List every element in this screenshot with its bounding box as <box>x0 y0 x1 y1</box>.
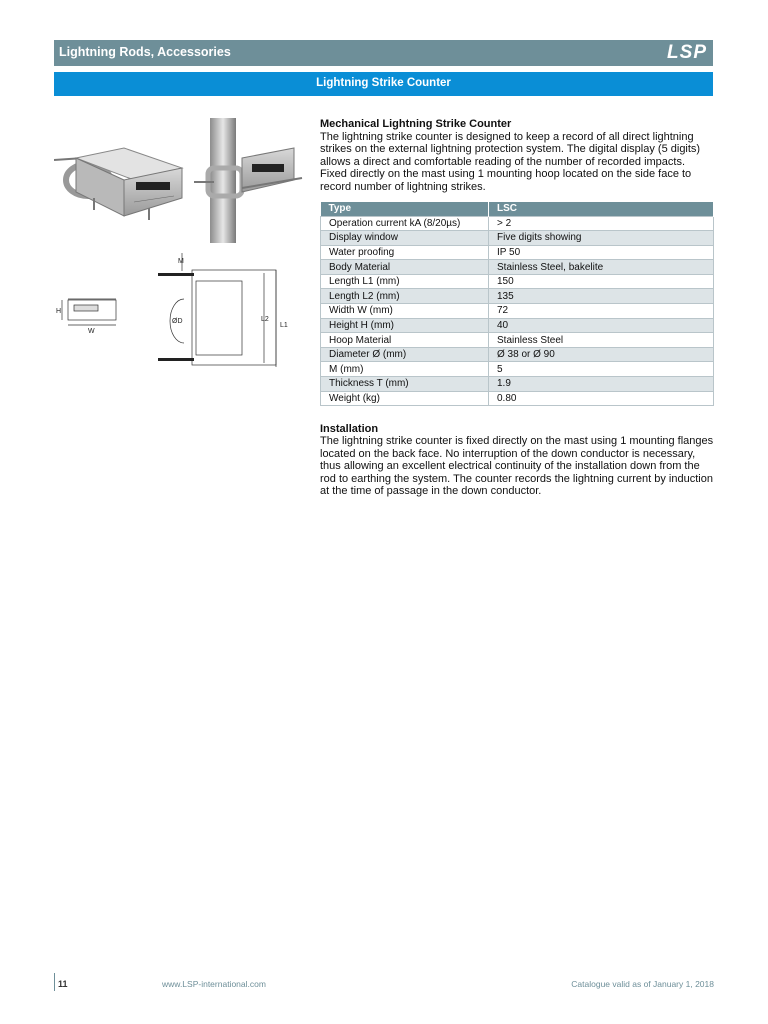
table-row <box>321 377 714 392</box>
intro-text: The lightning strike counter is designed to keep a record of all direct lightning strikes on the external lightning protection system. The digital display (5 digits) allows a direct and comfortable reading of the number of recorded impacts. Fixed directly on the mast using 1 mounting hoop located on the side face to record number of lightning strikes. <box>320 130 701 193</box>
spec-header-lsc: LSC <box>489 202 714 216</box>
table-row <box>321 216 714 231</box>
header-title: Lightning Rods, Accessories <box>59 45 231 59</box>
drawing-label-h: H <box>56 308 62 315</box>
spec-value: 150 <box>489 274 714 289</box>
spec-value: Stainless Steel <box>489 333 714 348</box>
spec-value: 1.9 <box>489 377 714 392</box>
table-row <box>321 391 714 406</box>
spec-label: M (mm) <box>321 362 489 377</box>
spec-value: 5 <box>489 362 714 377</box>
subheader-bar <box>54 72 713 96</box>
spec-table-header <box>321 202 714 216</box>
spec-value: 72 <box>489 304 714 319</box>
drawing-label-l2: L2 <box>261 316 269 323</box>
spec-label: Weight (kg) <box>321 391 489 406</box>
spec-label: Display window <box>321 231 489 246</box>
table-row <box>321 333 714 348</box>
drawing-label-diameter: ØD <box>172 318 183 325</box>
spec-value: Ø 38 or Ø 90 <box>489 347 714 362</box>
installation-heading: Installation <box>320 423 379 435</box>
table-row <box>321 304 714 319</box>
spec-value: Five digits showing <box>489 231 714 246</box>
table-row <box>321 274 714 289</box>
table-row <box>321 245 714 260</box>
table-row <box>321 318 714 333</box>
drawing-label-l1: L1 <box>280 322 288 329</box>
technical-drawing <box>54 245 304 375</box>
drawing-label-m: M <box>178 258 184 265</box>
spec-value: 135 <box>489 289 714 304</box>
intro-section <box>320 118 714 194</box>
footer-divider <box>54 973 55 991</box>
footer-url-link[interactable]: www.LSP-international.com <box>162 979 266 989</box>
spec-label: Operation current kA (8/20µs) <box>321 216 489 231</box>
product-photo <box>54 118 304 243</box>
table-row <box>321 289 714 304</box>
spec-table <box>320 202 714 406</box>
spec-label: Hoop Material <box>321 333 489 348</box>
footer-validity: Catalogue valid as of January 1, 2018 <box>571 979 714 989</box>
spec-label: Diameter Ø (mm) <box>321 347 489 362</box>
page-number: 11 <box>58 979 68 989</box>
lsp-logo: LSP <box>667 42 707 63</box>
spec-label: Length L2 (mm) <box>321 289 489 304</box>
spec-label: Length L1 (mm) <box>321 274 489 289</box>
spec-header-type: Type <box>321 202 489 216</box>
spec-label: Width W (mm) <box>321 304 489 319</box>
spec-value: IP 50 <box>489 245 714 260</box>
table-row <box>321 347 714 362</box>
installation-text: The lightning strike counter is fixed directly on the mast using 1 mounting flanges located on the back face. No interruption of the down conductor is necessary, thus allowing an excellent electrical continuity of the installation down from the rod to earthing the system. The counter records the lightning current by induction at the time of passage in the down conductor. <box>320 435 714 498</box>
spec-value: Stainless Steel, bakelite <box>489 260 714 275</box>
spec-value: > 2 <box>489 216 714 231</box>
table-row <box>321 362 714 377</box>
intro-heading: Mechanical Lightning Strike Counter <box>320 118 512 130</box>
spec-value: 0.80 <box>489 391 714 406</box>
drawing-label-w: W <box>88 328 95 335</box>
spec-label: Water proofing <box>321 245 489 260</box>
table-row <box>321 231 714 246</box>
spec-label: Thickness T (mm) <box>321 377 489 392</box>
installation-section <box>320 423 714 497</box>
spec-label: Body Material <box>321 260 489 275</box>
header-bar <box>54 40 713 66</box>
subheader-title: Lightning Strike Counter <box>316 77 451 89</box>
spec-label: Height H (mm) <box>321 318 489 333</box>
spec-value: 40 <box>489 318 714 333</box>
table-row <box>321 260 714 275</box>
